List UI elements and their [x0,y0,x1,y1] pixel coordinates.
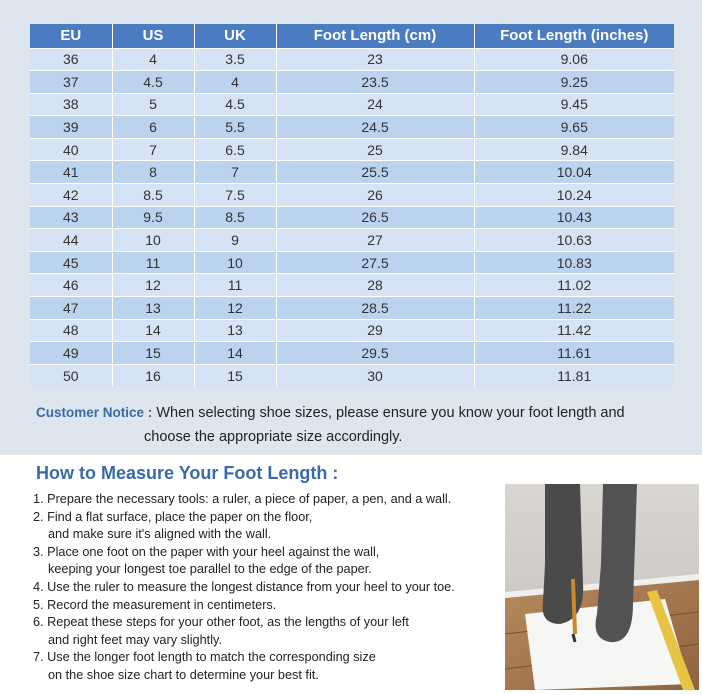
table-row [30,71,674,94]
table-row [30,184,674,207]
table-cell: 11.42 [474,319,674,342]
table-cell: 50 [30,364,112,387]
table-cell: 23 [276,48,474,71]
table-row [30,161,674,184]
list-item [33,597,503,615]
table-cell: 4 [194,71,276,94]
step-text: 1. Prepare the necessary tools: a ruler, a piece of paper, a pen, and a wall. [33,492,452,506]
table-row [30,274,674,297]
table-cell: 13 [194,319,276,342]
table-cell: 28 [276,274,474,297]
table-cell: 7.5 [194,184,276,207]
table-cell: 7 [112,138,194,161]
table-cell: 26.5 [276,206,474,229]
table-row [30,206,674,229]
table-cell: 38 [30,93,112,116]
table-cell: 9.65 [474,116,674,139]
table-cell: 10.24 [474,184,674,207]
list-item [33,614,503,649]
column-header: Foot Length (inches) [474,24,674,48]
notice-line-1 [36,401,676,425]
table-row [30,319,674,342]
table-cell: 11.61 [474,342,674,365]
table-cell: 10.63 [474,229,674,252]
list-item [33,544,503,579]
table-cell: 16 [112,364,194,387]
table-cell: 13 [112,297,194,320]
step-text: and right feet may vary slightly. [48,632,222,647]
table-cell: 10.83 [474,251,674,274]
list-item [33,579,503,597]
table-cell: 36 [30,48,112,71]
table-cell: 40 [30,138,112,161]
table-cell: 15 [194,364,276,387]
column-header: UK [194,24,276,48]
table-cell: 25 [276,138,474,161]
table-row [30,138,674,161]
table-cell: 24 [276,93,474,116]
step-text: 3. Place one foot on the paper with your heel against the wall, [33,544,380,559]
table-row [30,297,674,320]
table-cell: 27.5 [276,251,474,274]
measuring-feet-photo [505,484,699,690]
table-cell: 12 [194,297,276,320]
table-cell: 4.5 [112,71,194,94]
table-cell: 41 [30,161,112,184]
column-header: EU [30,24,112,48]
table-row [30,342,674,365]
table-cell: 4 [112,48,194,71]
table-cell: 9 [194,229,276,252]
table-cell: 5 [112,93,194,116]
table-cell: 11.02 [474,274,674,297]
table-cell: 37 [30,71,112,94]
feet-measurement-illustration [505,484,699,690]
shoe-size-table [30,24,674,387]
table-cell: 8.5 [112,184,194,207]
table-cell: 30 [276,364,474,387]
table-cell: 8 [112,161,194,184]
table-cell: 11.22 [474,297,674,320]
step-text: 4. Use the ruler to measure the longest distance from your heel to your toe. [33,579,455,594]
notice-text-1: When selecting shoe sizes, please ensure you know your foot length and [156,405,625,421]
table-cell: 7 [194,161,276,184]
notice-label: Customer Notice : [36,405,153,420]
table-cell: 46 [30,274,112,297]
table-cell: 9.25 [474,71,674,94]
howto-title: How to Measure Your Foot Length : [36,463,339,483]
table-cell: 43 [30,206,112,229]
table-cell: 11 [112,251,194,274]
table-cell: 29 [276,319,474,342]
table-cell: 11 [194,274,276,297]
table-cell: 49 [30,342,112,365]
table-cell: 26 [276,184,474,207]
table-header-row [30,24,674,48]
table-cell: 11.81 [474,364,674,387]
list-item [33,509,503,544]
table-cell: 48 [30,319,112,342]
table-cell: 3.5 [194,48,276,71]
table-cell: 44 [30,229,112,252]
column-header: Foot Length (cm) [276,24,474,48]
list-item [33,491,503,509]
table-body [30,48,674,387]
table-cell: 15 [112,342,194,365]
table-cell: 4.5 [194,93,276,116]
measurement-steps-list [33,491,503,685]
table-cell: 45 [30,251,112,274]
table-cell: 10 [194,251,276,274]
table-cell: 47 [30,297,112,320]
table-row [30,229,674,252]
table-cell: 25.5 [276,161,474,184]
step-text: and make sure it's aligned with the wall. [48,527,272,542]
table-cell: 10.43 [474,206,674,229]
table-cell: 28.5 [276,297,474,320]
table-cell: 14 [112,319,194,342]
step-text: 2. Find a flat surface, place the paper on the floor, [33,509,313,524]
table-cell: 9.45 [474,93,674,116]
table-cell: 9.5 [112,206,194,229]
table-cell: 6.5 [194,138,276,161]
table-row [30,251,674,274]
table-cell: 14 [194,342,276,365]
table-cell: 8.5 [194,206,276,229]
step-text: 6. Repeat these steps for your other foot, as the lengths of your left [33,615,409,630]
table-cell: 24.5 [276,116,474,139]
table-row [30,364,674,387]
step-text: on the shoe size chart to determine your best fit. [48,667,319,682]
table-cell: 9.06 [474,48,674,71]
table-cell: 27 [276,229,474,252]
step-text: 5. Record the measurement in centimeters. [33,597,277,612]
step-text: 7. Use the longer foot length to match the corresponding size [33,650,376,665]
customer-notice [36,401,676,449]
table-cell: 12 [112,274,194,297]
table-cell: 5.5 [194,116,276,139]
table-cell: 39 [30,116,112,139]
table-row [30,48,674,71]
list-item [33,649,503,684]
table-cell: 23.5 [276,71,474,94]
table-cell: 29.5 [276,342,474,365]
table-cell: 42 [30,184,112,207]
table-cell: 6 [112,116,194,139]
step-text: keeping your longest toe parallel to the edge of the paper. [48,562,372,577]
table-cell: 9.84 [474,138,674,161]
notice-text-2: choose the appropriate size accordingly. [144,429,403,445]
column-header: US [112,24,194,48]
table-row [30,116,674,139]
table-row [30,93,674,116]
table-cell: 10 [112,229,194,252]
table-cell: 10.04 [474,161,674,184]
